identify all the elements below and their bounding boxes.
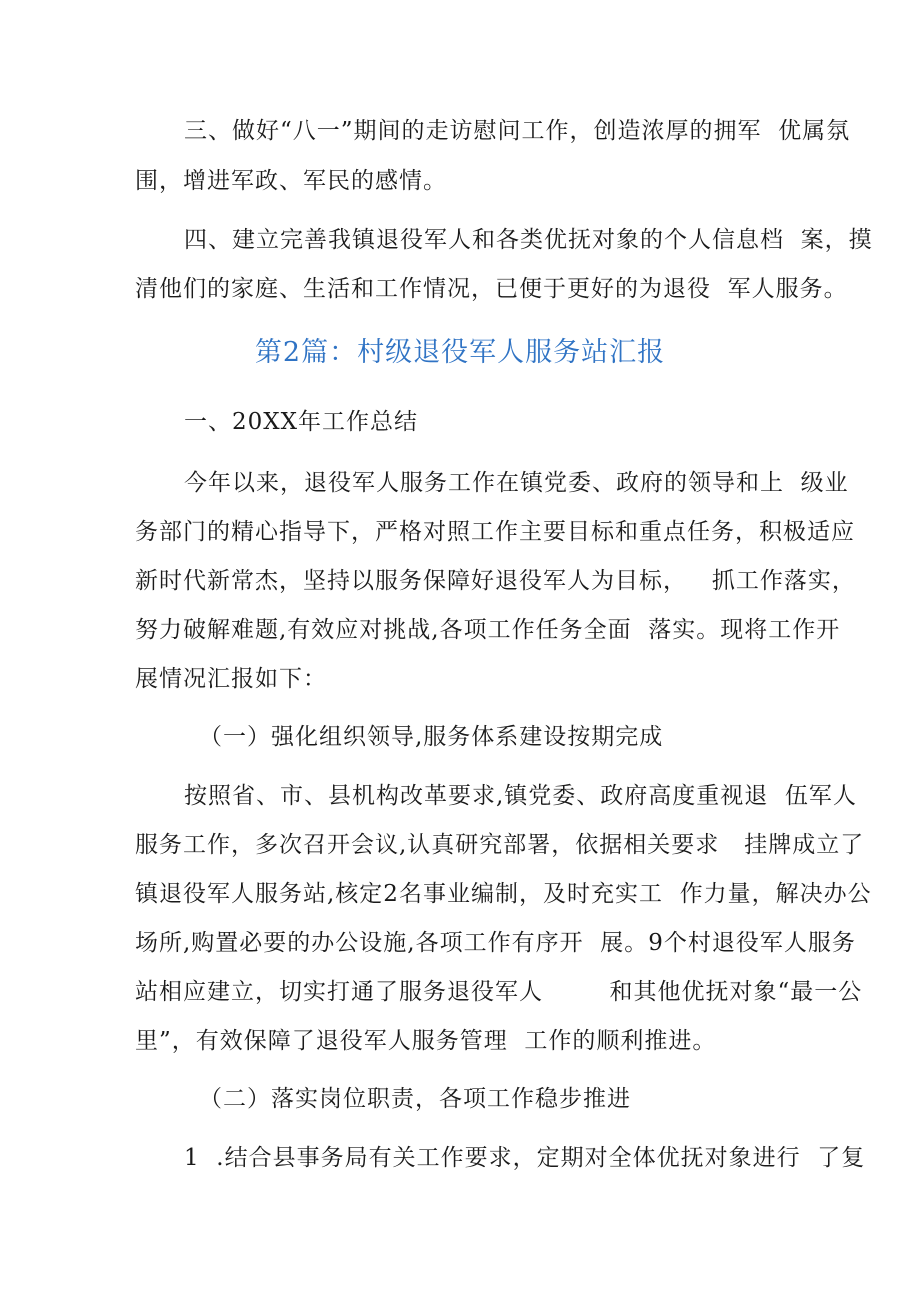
sub1-line3: 镇退役军人服务站,核定2名事业编制，及时充实工 作力量，解决办公 (135, 881, 872, 907)
section1-title: 一、20XX年工作总结 (184, 409, 419, 435)
intro-line5: 展情况汇报如下： (135, 666, 327, 692)
para4-line1: 四、建立完善我镇退役军人和各类优抚对象的个人信息档 案，摸 (184, 227, 873, 253)
sub1-line1: 按照省、市、县机构改革要求,镇党委、政府高度重视退 伍军人 (184, 783, 857, 809)
section-heading: 第2篇：村级退役军人服务站汇报 (254, 337, 666, 368)
sub1-title: （一）强化组织领导,服务体系建设按期完成 (199, 724, 664, 750)
intro-line1: 今年以来，退役军人服务工作在镇党委、政府的领导和上 级业 (184, 470, 849, 496)
sub2-title: （二）落实岗位职责，各项工作稳步推进 (199, 1086, 631, 1112)
para3-line1: 三、做好“八一”期间的走访慰问工作，创造浓厚的拥军 优属氛 (184, 118, 851, 144)
para4-line2: 清他们的家庭、生活和工作情况，已便于更好的为退役 军人服务。 (135, 276, 848, 302)
intro-line4: 努力破解难题,有效应对挑战,各项工作任务全面 落实。现将工作开 (135, 617, 841, 643)
sub1-line2: 服务工作，多次召开会议,认真研究部署，依据相关要求 挂牌成立了 (135, 832, 865, 858)
sub1-line4: 场所,购置必要的办公设施,各项工作有序开 展。9个村退役军人服务 (135, 930, 856, 956)
para3-line2: 围，增进军政、军民的感情。 (135, 168, 447, 194)
sub1-line6: 里”，有效保障了退役军人服务管理 工作的顺利推进。 (135, 1028, 717, 1054)
intro-line2: 务部门的精心指导下，严格对照工作主要目标和重点任务，积极适应 (135, 519, 855, 545)
intro-line3: 新时代新常杰，坚持以服务保障好退役军人为目标， 抓工作落实， (135, 568, 856, 594)
sub1-line5: 站相应建立，切实打通了服务退役军人 和其他优抚对象“最一公 (135, 979, 863, 1005)
item1-line: 1 .结合县事务局有关工作要求，定期对全体优抚对象进行 了复 (184, 1145, 866, 1171)
